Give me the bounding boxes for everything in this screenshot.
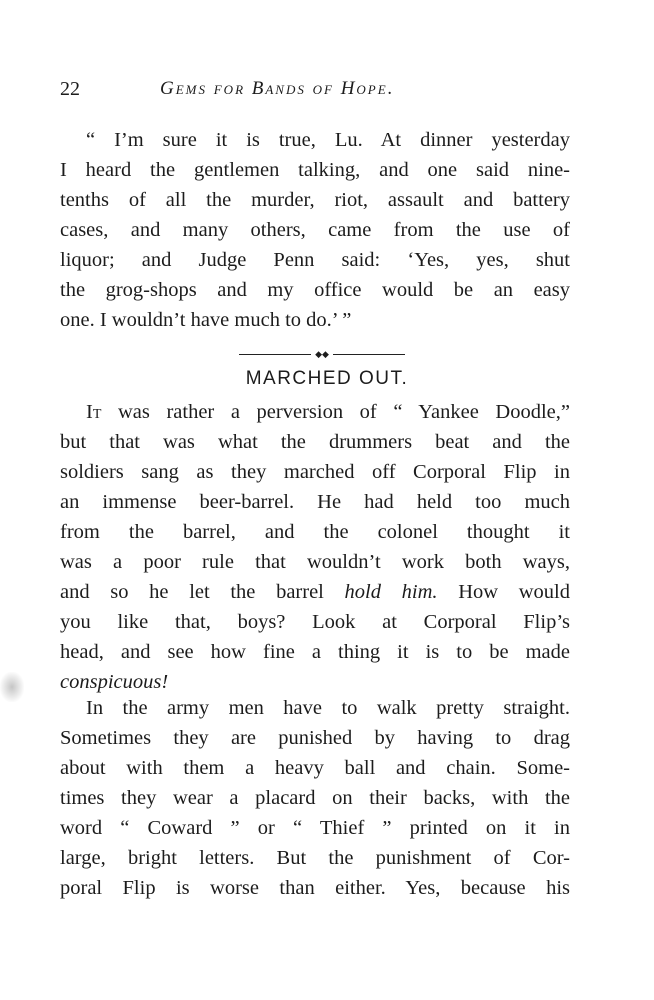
page-header xyxy=(60,78,580,108)
divider-rule-right xyxy=(333,354,405,355)
text-line: I heard the gentlemen talking, and one said nine- xyxy=(60,159,570,181)
text-line: was a poor rule that wouldn’t work both ways, xyxy=(60,551,570,573)
text-line xyxy=(60,397,570,427)
section-heading: MARCHED OUT. xyxy=(245,368,409,389)
text-line: liquor; and Judge Penn said: ‘Yes, yes, shut xyxy=(60,249,570,271)
text-line: large, bright letters. But the punishment of Cor- xyxy=(60,847,570,869)
text-line: about with them a heavy ball and chain. Some- xyxy=(60,757,570,779)
ink-smudge xyxy=(0,672,24,702)
paragraph-story xyxy=(60,397,570,697)
running-title: Gems for Bands of Hope. xyxy=(160,78,395,99)
italic-phrase: hold him. xyxy=(344,581,438,603)
text-line: head, and see how fine a thing it is to be made xyxy=(60,641,570,663)
text-line xyxy=(60,577,570,607)
text-line: In the army men have to walk pretty straight. xyxy=(86,697,570,719)
text-line: Sometimes they are punished by having to drag xyxy=(60,727,570,749)
text-line: cases, and many others, came from the use of xyxy=(60,219,570,241)
line-text: How would xyxy=(437,581,570,603)
text-line: word “ Coward ” or “ Thief ” printed on it in xyxy=(60,817,570,839)
text-line: one. I wouldn’t have much to do.’ ” xyxy=(60,309,352,331)
page-number: 22 xyxy=(60,78,80,100)
paragraph-army xyxy=(60,693,570,903)
paragraph-dialogue xyxy=(60,125,570,335)
text-line: you like that, boys? Look at Corporal Flip’s xyxy=(60,611,570,633)
text-line: the grog-shops and my office would be an easy xyxy=(60,279,570,301)
text-line: poral Flip is worse than either. Yes, because his xyxy=(60,877,570,899)
divider-ornament-icon: ◆◆ xyxy=(315,350,329,360)
line-text: was rather a perversion of “ Yankee Doodle,” xyxy=(101,401,570,423)
text-line: from the barrel, and the colonel thought it xyxy=(60,521,570,543)
text-line: an immense beer-barrel. He had held too much xyxy=(60,491,570,513)
text-line: but that was what the drummers beat and the xyxy=(60,431,570,453)
text-line: soldiers sang as they marched off Corporal Flip in xyxy=(60,461,570,483)
text-line: times they wear a placard on their backs, with the xyxy=(60,787,570,809)
text-line: “ I’m sure it is true, Lu. At dinner yesterday xyxy=(86,129,570,151)
lead-word: It xyxy=(86,401,102,423)
section-divider xyxy=(239,350,405,360)
italic-phrase: conspicuous! xyxy=(60,671,169,693)
divider-rule-left xyxy=(239,354,311,355)
text-line: tenths of all the murder, riot, assault and battery xyxy=(60,189,570,211)
line-text: and so he let the barrel xyxy=(60,581,345,603)
